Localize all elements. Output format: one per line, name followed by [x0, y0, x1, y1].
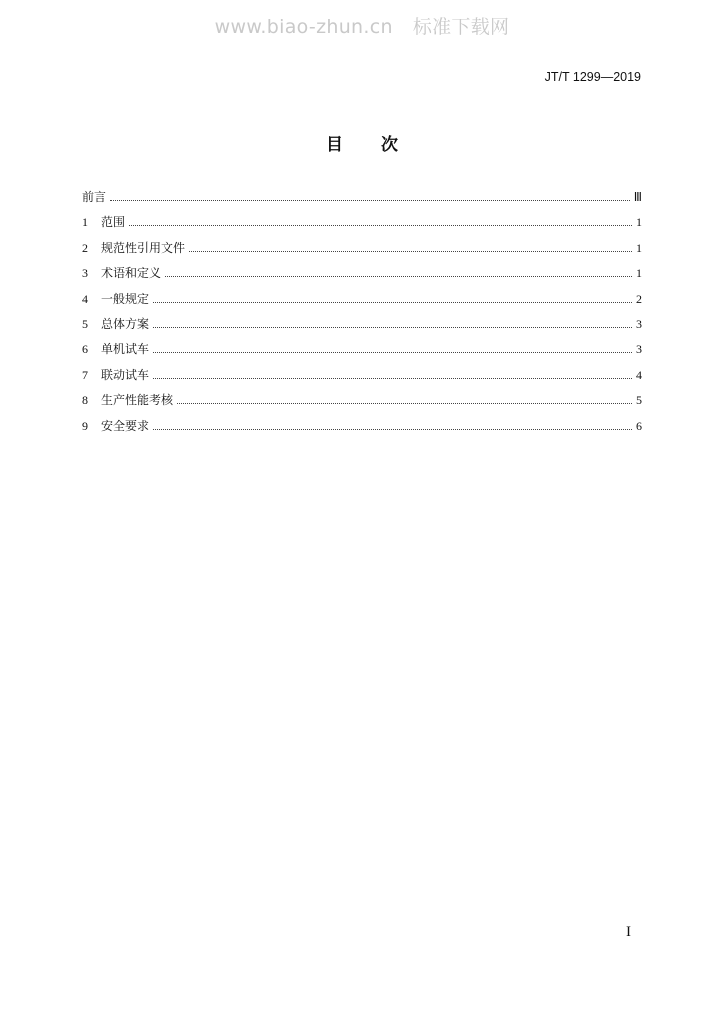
toc-entry-label: 单机试车	[101, 342, 150, 357]
toc-entry-4[interactable]	[82, 289, 642, 314]
toc-entry-label: 规范性引用文件	[101, 240, 186, 255]
toc-entry-number: 2	[82, 240, 88, 255]
toc-entry-page: 5	[636, 393, 642, 408]
toc-leader-dots	[165, 275, 632, 277]
toc-entry-label: 术语和定义	[101, 266, 162, 281]
toc-entry-label: 总体方案	[101, 316, 150, 331]
toc-entry-number: 3	[82, 266, 88, 281]
toc-leader-dots	[153, 351, 632, 353]
toc-entry-number: 1	[82, 215, 88, 230]
toc-entry-page: 4	[636, 367, 642, 382]
toc-leader-dots	[153, 377, 632, 379]
page-number: I	[626, 924, 631, 940]
toc-entry-number: 9	[82, 418, 88, 433]
toc-entry-9[interactable]	[82, 416, 642, 441]
toc-entry-label: 一般规定	[101, 291, 150, 306]
toc-entry-1[interactable]	[82, 212, 642, 237]
toc-entry-number: 4	[82, 291, 88, 306]
toc-entry-page: 1	[636, 240, 642, 255]
toc-entry-page: 3	[636, 316, 642, 331]
toc-entry-label: 安全要求	[101, 418, 150, 433]
toc-entry-label: 前言	[82, 190, 107, 204]
toc-leader-dots	[129, 224, 632, 226]
toc-entry-preface[interactable]	[82, 187, 642, 212]
toc-entry-page: 1	[636, 266, 642, 281]
toc-entry-page: Ⅲ	[633, 190, 642, 204]
watermark-site: www.biao-zhun.cn	[214, 16, 393, 38]
toc-entry-page: 3	[636, 342, 642, 357]
toc-entry-number: 5	[82, 316, 88, 331]
toc-leader-dots	[153, 301, 632, 303]
toc-entry-page: 2	[636, 291, 642, 306]
toc-entry-8[interactable]	[82, 390, 642, 415]
watermark-name: 标准下载网	[412, 16, 510, 38]
toc-entry-label: 联动试车	[101, 367, 150, 382]
toc-entry-5[interactable]	[82, 314, 642, 339]
toc-entry-6[interactable]	[82, 339, 642, 364]
toc-entry-7[interactable]	[82, 365, 642, 390]
toc-leader-dots	[153, 326, 632, 328]
toc-entry-page: 1	[636, 215, 642, 230]
toc-title: 目次	[326, 135, 436, 155]
standard-code: JT/T 1299—2019	[544, 70, 641, 84]
toc-entry-label: 范围	[101, 215, 126, 230]
toc-entry-number: 8	[82, 393, 88, 408]
table-of-contents	[82, 187, 642, 441]
watermark	[0, 12, 724, 39]
toc-leader-dots	[153, 428, 632, 430]
toc-leader-dots	[110, 199, 630, 201]
toc-entry-page: 6	[636, 418, 642, 433]
toc-leader-dots	[189, 250, 632, 252]
toc-entry-number: 6	[82, 342, 88, 357]
toc-entry-number: 7	[82, 367, 88, 382]
toc-entry-label: 生产性能考核	[101, 393, 174, 408]
toc-leader-dots	[177, 402, 632, 404]
toc-entry-3[interactable]	[82, 263, 642, 288]
toc-entry-2[interactable]	[82, 238, 642, 263]
